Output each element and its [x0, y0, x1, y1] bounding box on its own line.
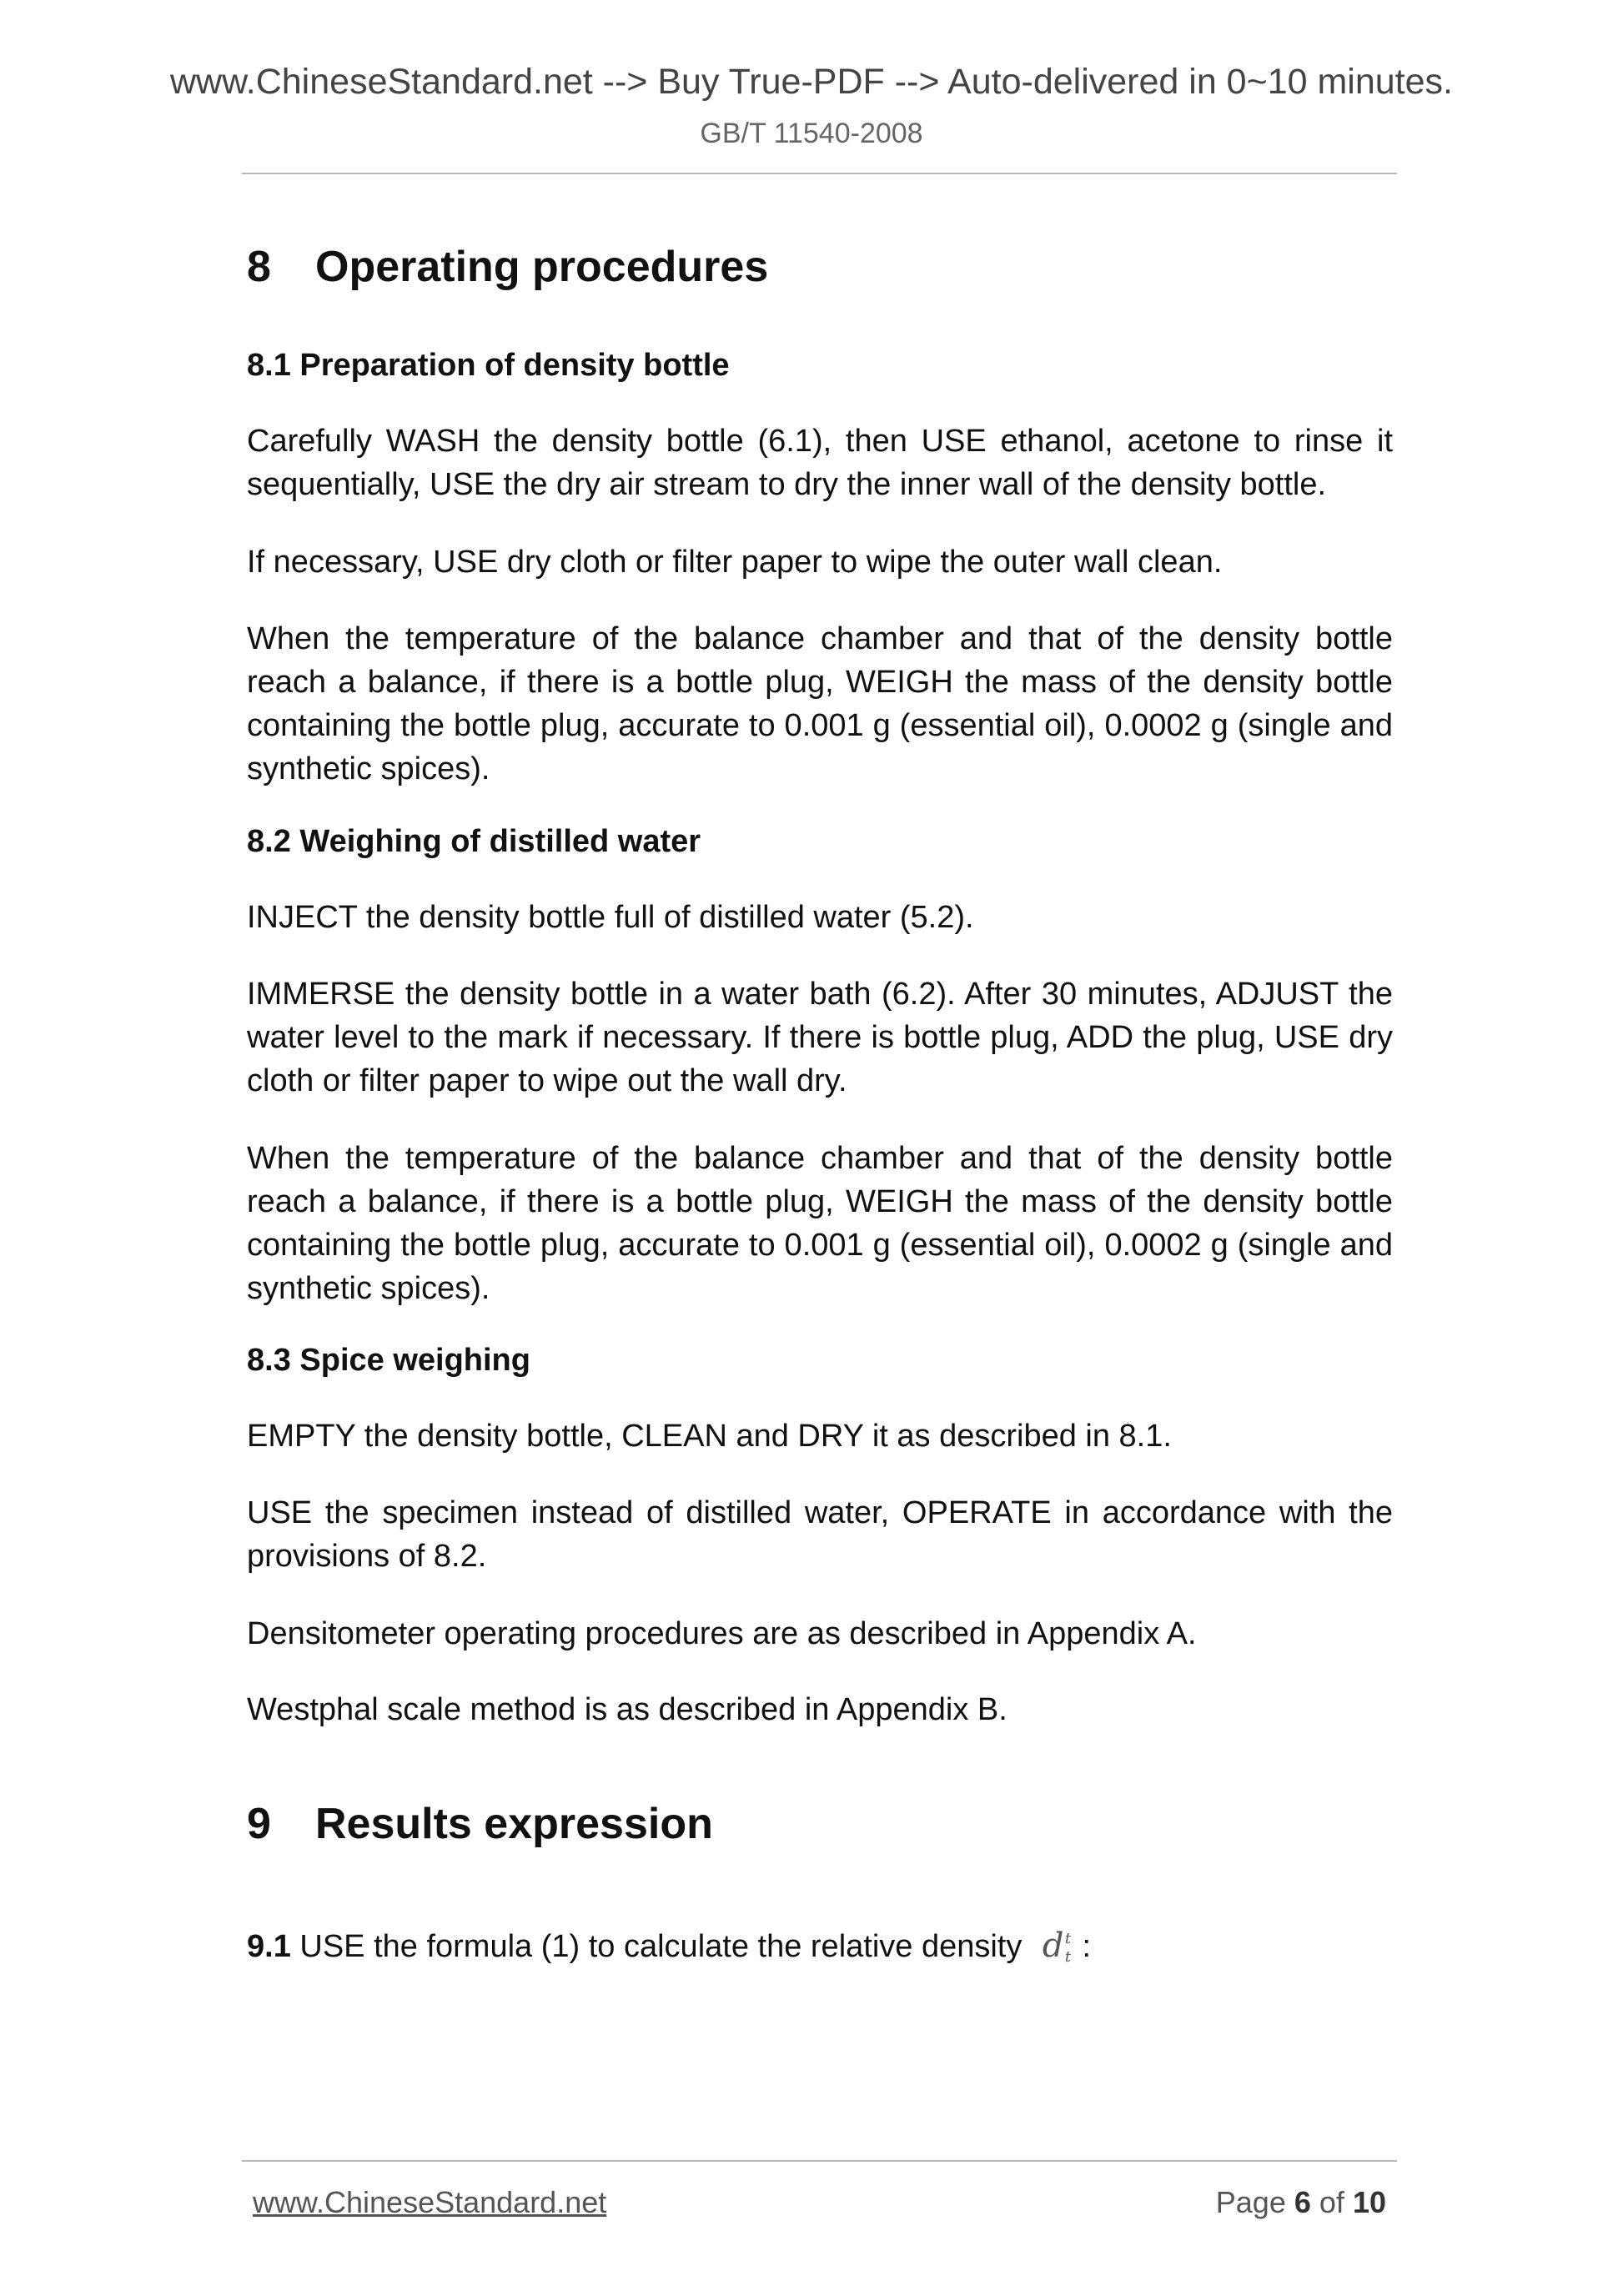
- footer-divider: [242, 2160, 1397, 2162]
- paragraph: USE the specimen instead of distilled water, OPERATE in accordance with the provisions of 8.2.: [247, 1495, 1393, 1574]
- section-9-number: 9: [247, 1800, 271, 1848]
- section-9-1-label: 9.1: [247, 1929, 291, 1964]
- paragraph: EMPTY the density bottle, CLEAN and DRY it as described in 8.1.: [247, 1419, 1172, 1454]
- paragraph: If necessary, USE dry cloth or filter paper to wipe the outer wall clean.: [247, 545, 1223, 580]
- section-8-number: 8: [247, 243, 271, 291]
- relative-density-symbol: d t t: [1042, 1927, 1072, 1966]
- current-page: 6: [1294, 2185, 1311, 2219]
- paragraph: When the temperature of the balance chamber and that of the density bottle reach a balance, if there is a bottle plug, WEIGH the mass of the density bottle containing the bottle plug, accurate to 0.001 g (essential oil), 0.0002 g (single and synthetic spices).: [247, 1141, 1393, 1306]
- section-8-1-heading: 8.1 Preparation of density bottle: [247, 348, 730, 383]
- section-9-1-text: USE the formula (1) to calculate the relative density: [299, 1929, 1023, 1964]
- paragraph: IMMERSE the density bottle in a water bath (6.2). After 30 minutes, ADJUST the water level to the mark if necessary. If there is bottle plug, ADD the plug, USE dry cloth or filter paper to wipe out the wall dry.: [247, 977, 1393, 1098]
- standard-number: GB/T 11540-2008: [700, 118, 923, 149]
- section-9-1-paragraph: 9.1 USE the formula (1) to calculate the relative density d t t :: [247, 1924, 1393, 1968]
- page-indicator: Page 6 of 10: [1215, 2185, 1386, 2219]
- paragraph: INJECT the density bottle full of distilled water (5.2).: [247, 900, 974, 935]
- section-8-2-heading: 8.2 Weighing of distilled water: [247, 824, 701, 859]
- paragraph: When the temperature of the balance chamber and that of the density bottle reach a balance, if there is a bottle plug, WEIGH the mass of the density bottle containing the bottle plug, accurate to 0.001 g (essential oil), 0.0002 g (single and synthetic spices).: [247, 621, 1393, 786]
- paragraph: Densitometer operating procedures are as described in Appendix A.: [247, 1616, 1197, 1651]
- section-8-title: Operating procedures: [315, 243, 769, 291]
- section-9-heading: [247, 1799, 713, 1849]
- section-8-heading: [247, 242, 768, 292]
- header-banner: www.ChineseStandard.net --> Buy True-PDF --> Auto-delivered in 0~10 minutes.: [169, 62, 1453, 102]
- section-8-3-heading: 8.3 Spice weighing: [247, 1343, 530, 1378]
- paragraph: Westphal scale method is as described in Appendix B.: [247, 1692, 1007, 1727]
- footer-website-link[interactable]: www.ChineseStandard.net: [253, 2185, 607, 2219]
- section-9-title: Results expression: [315, 1800, 713, 1848]
- paragraph: Carefully WASH the density bottle (6.1), then USE ethanol, acetone to rinse it sequentially, USE the dry air stream to dry the inner wall of the density bottle.: [247, 424, 1393, 502]
- header-divider: [242, 173, 1397, 174]
- total-pages: 10: [1352, 2185, 1386, 2219]
